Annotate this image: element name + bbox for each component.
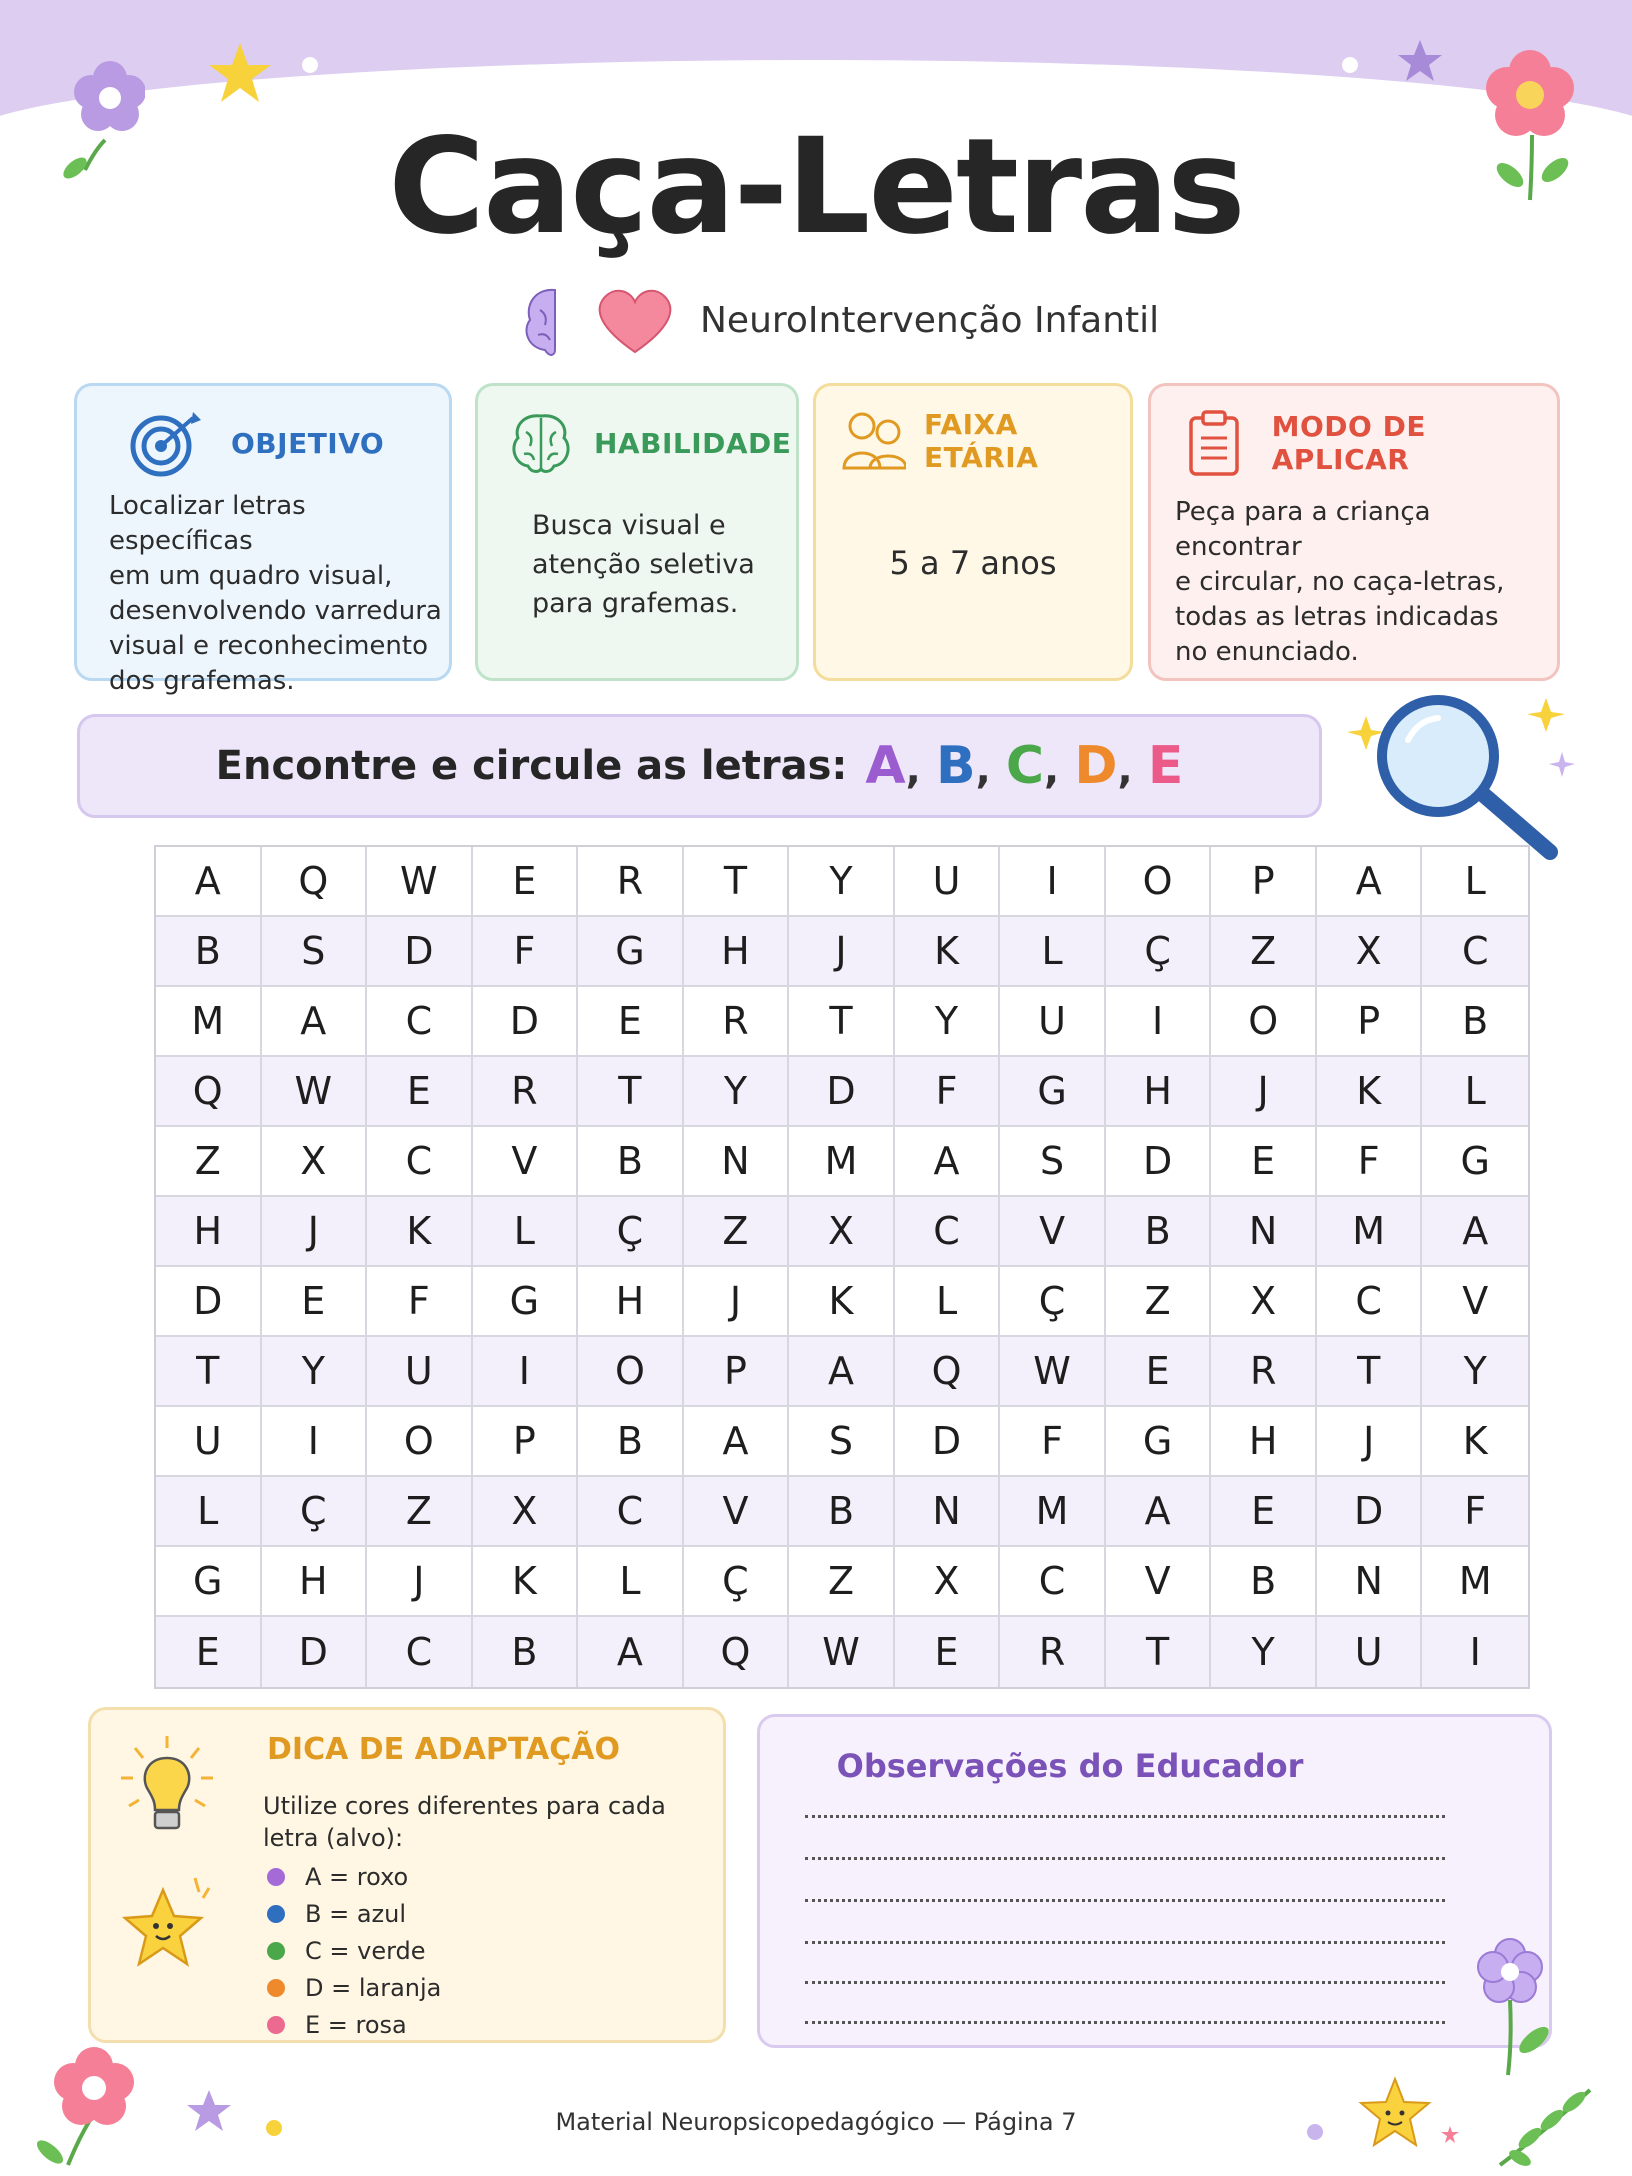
grid-cell[interactable]: C xyxy=(1422,917,1528,987)
grid-cell[interactable]: O xyxy=(367,1407,473,1477)
card-text-line: e circular, no caça-letras, xyxy=(1175,567,1505,597)
grid-cell[interactable]: T xyxy=(789,987,895,1057)
grid-cell[interactable]: Z xyxy=(367,1477,473,1547)
star-icon xyxy=(1395,38,1445,83)
grid-cell[interactable]: O xyxy=(1106,847,1212,917)
grid-cell[interactable]: D xyxy=(789,1057,895,1127)
color-dot xyxy=(267,1979,285,1997)
grid-cell[interactable]: X xyxy=(262,1127,368,1197)
grid-cell[interactable]: W xyxy=(789,1617,895,1687)
grid-cell[interactable]: C xyxy=(1317,1267,1423,1337)
tip-title: DICA DE ADAPTAÇÃO xyxy=(267,1732,620,1767)
grid-cell[interactable]: B xyxy=(1211,1547,1317,1617)
target-icon xyxy=(127,408,207,478)
grid-cell[interactable]: G xyxy=(473,1267,579,1337)
grid-cell[interactable]: C xyxy=(367,1617,473,1687)
card-faixa-etaria xyxy=(813,383,1133,681)
grid-cell[interactable]: Z xyxy=(1106,1267,1212,1337)
grid-cell[interactable]: A xyxy=(1317,847,1423,917)
grid-cell[interactable]: I xyxy=(262,1407,368,1477)
grid-cell[interactable]: A xyxy=(578,1617,684,1687)
grid-cell[interactable]: G xyxy=(1422,1127,1528,1197)
star-icon xyxy=(205,40,275,105)
card-title: HABILIDADE xyxy=(594,426,792,460)
grid-cell[interactable]: B xyxy=(1422,987,1528,1057)
grid-cell[interactable]: L xyxy=(578,1547,684,1617)
legend-item xyxy=(267,1858,441,1895)
grid-cell[interactable]: N xyxy=(1211,1197,1317,1267)
grid-cell[interactable]: X xyxy=(473,1477,579,1547)
grid-cell[interactable]: V xyxy=(1106,1547,1212,1617)
grid-cell[interactable]: D xyxy=(262,1617,368,1687)
color-dot xyxy=(267,1905,285,1923)
grid-cell[interactable]: M xyxy=(1317,1197,1423,1267)
grid-cell[interactable]: L xyxy=(1422,1057,1528,1127)
grid-cell[interactable]: U xyxy=(1000,987,1106,1057)
grid-cell[interactable]: X xyxy=(895,1547,1001,1617)
legend-label: A = roxo xyxy=(305,1862,409,1891)
grid-cell[interactable]: Q xyxy=(895,1337,1001,1407)
grid-cell[interactable]: G xyxy=(1000,1057,1106,1127)
target-letter-e: E xyxy=(1147,736,1184,796)
grid-cell[interactable]: D xyxy=(1317,1477,1423,1547)
grid-cell[interactable]: M xyxy=(156,987,262,1057)
grid-cell[interactable]: U xyxy=(367,1337,473,1407)
subtitle: NeuroIntervenção Infantil xyxy=(700,299,1160,341)
writing-line[interactable] xyxy=(805,2021,1445,2024)
grid-cell[interactable]: K xyxy=(367,1197,473,1267)
grid-cell[interactable]: H xyxy=(262,1547,368,1617)
grid-cell[interactable]: M xyxy=(789,1127,895,1197)
grid-cell[interactable]: K xyxy=(1422,1407,1528,1477)
grid-cell[interactable]: A xyxy=(262,987,368,1057)
grid-cell[interactable]: W xyxy=(262,1057,368,1127)
grid-cell[interactable]: D xyxy=(895,1407,1001,1477)
grid-cell[interactable]: K xyxy=(1317,1057,1423,1127)
grid-cell[interactable]: T xyxy=(156,1337,262,1407)
grid-cell[interactable]: Ç xyxy=(262,1477,368,1547)
grid-cell[interactable]: Ç xyxy=(684,1547,790,1617)
grid-cell[interactable]: G xyxy=(156,1547,262,1617)
grid-cell[interactable]: T xyxy=(1317,1337,1423,1407)
grid-cell[interactable]: Y xyxy=(684,1057,790,1127)
brain-icon xyxy=(520,280,590,360)
target-letters: A, B, C, D, E xyxy=(865,736,1184,796)
smiling-star-icon xyxy=(117,1870,217,1980)
card-text-line: Busca visual e xyxy=(532,510,726,541)
grid-cell[interactable]: B xyxy=(789,1477,895,1547)
legend-item xyxy=(267,1969,441,2006)
grid-cell[interactable]: C xyxy=(367,987,473,1057)
grid-cell[interactable]: S xyxy=(789,1407,895,1477)
grid-cell[interactable]: C xyxy=(578,1477,684,1547)
grid-cell[interactable]: N xyxy=(1317,1547,1423,1617)
grid-cell[interactable]: R xyxy=(684,987,790,1057)
target-letter-c: C xyxy=(1005,736,1045,796)
grid-cell[interactable]: Ç xyxy=(1106,917,1212,987)
grid-cell[interactable]: L xyxy=(156,1477,262,1547)
grid-cell[interactable]: Y xyxy=(1422,1337,1528,1407)
grid-cell[interactable]: Z xyxy=(156,1127,262,1197)
card-text-line: no enunciado. xyxy=(1175,637,1359,667)
grid-cell[interactable]: P xyxy=(1317,987,1423,1057)
color-dot xyxy=(267,1942,285,1960)
grid-cell[interactable]: C xyxy=(1000,1547,1106,1617)
writing-line[interactable] xyxy=(805,1981,1445,1984)
letter-grid xyxy=(154,845,1530,1689)
color-legend xyxy=(267,1858,441,2043)
grid-cell[interactable]: E xyxy=(156,1617,262,1687)
grid-cell[interactable]: E xyxy=(1211,1127,1317,1197)
grid-cell[interactable]: F xyxy=(1317,1127,1423,1197)
card-text-line: Peça para a criança encontrar xyxy=(1175,497,1431,562)
grid-cell[interactable]: N xyxy=(895,1477,1001,1547)
grid-cell[interactable]: T xyxy=(1106,1617,1212,1687)
card-text-line: atenção seletiva xyxy=(532,549,755,580)
grid-cell[interactable]: Q xyxy=(156,1057,262,1127)
observations-box xyxy=(757,1714,1552,2048)
grid-cell[interactable]: C xyxy=(895,1197,1001,1267)
lightbulb-icon xyxy=(117,1734,217,1844)
grid-cell[interactable]: G xyxy=(1106,1407,1212,1477)
card-text-line: todas as letras indicadas xyxy=(1175,602,1499,632)
card-text-line: desenvolvendo varredura xyxy=(109,596,442,626)
writing-line[interactable] xyxy=(805,1857,1445,1860)
grid-cell[interactable]: J xyxy=(1317,1407,1423,1477)
grid-cell[interactable]: Y xyxy=(1211,1617,1317,1687)
heart-icon xyxy=(590,280,680,360)
grid-cell[interactable]: D xyxy=(156,1267,262,1337)
legend-label: D = laranja xyxy=(305,1973,442,2002)
page-title: Caça-Letras xyxy=(388,110,1244,264)
color-dot xyxy=(267,1868,285,1886)
grid-cell[interactable]: Z xyxy=(684,1197,790,1267)
grid-cell[interactable]: Z xyxy=(789,1547,895,1617)
dot-icon xyxy=(1340,55,1360,75)
grid-cell[interactable]: U xyxy=(156,1407,262,1477)
grid-cell[interactable]: F xyxy=(1422,1477,1528,1547)
target-letter-b: B xyxy=(935,736,976,796)
grid-cell[interactable]: S xyxy=(1000,1127,1106,1197)
grid-cell[interactable]: P xyxy=(473,1407,579,1477)
grid-cell[interactable]: Ç xyxy=(1000,1267,1106,1337)
grid-cell[interactable]: Q xyxy=(262,847,368,917)
grid-cell[interactable]: H xyxy=(156,1197,262,1267)
flower-bottom-left-icon xyxy=(28,2040,148,2170)
grid-cell[interactable]: H xyxy=(578,1267,684,1337)
target-letter-d: D xyxy=(1074,736,1118,796)
grid-cell[interactable]: F xyxy=(1000,1407,1106,1477)
grid-cell[interactable]: P xyxy=(1211,847,1317,917)
grid-cell[interactable]: E xyxy=(895,1617,1001,1687)
grid-cell[interactable]: O xyxy=(578,1337,684,1407)
grid-cell[interactable]: E xyxy=(1106,1337,1212,1407)
legend-label: E = rosa xyxy=(305,2010,407,2039)
grid-cell[interactable]: K xyxy=(789,1267,895,1337)
grid-cell[interactable]: Z xyxy=(1211,917,1317,987)
grid-cell[interactable]: I xyxy=(1106,987,1212,1057)
grid-cell[interactable]: E xyxy=(367,1057,473,1127)
grid-cell[interactable]: D xyxy=(473,987,579,1057)
grid-cell[interactable]: L xyxy=(1422,847,1528,917)
grid-cell[interactable]: J xyxy=(367,1547,473,1617)
grid-cell[interactable]: X xyxy=(789,1197,895,1267)
grid-cell[interactable]: E xyxy=(262,1267,368,1337)
grid-cell[interactable]: T xyxy=(684,847,790,917)
grid-cell[interactable]: A xyxy=(789,1337,895,1407)
grid-cell[interactable]: A xyxy=(1422,1197,1528,1267)
grid-cell[interactable]: E xyxy=(473,847,579,917)
grid-cell[interactable]: L xyxy=(473,1197,579,1267)
brain-outline-icon xyxy=(506,408,576,478)
writing-line[interactable] xyxy=(805,1815,1445,1818)
grid-cell[interactable]: F xyxy=(367,1267,473,1337)
grid-cell[interactable]: L xyxy=(895,1267,1001,1337)
grid-cell[interactable]: R xyxy=(1000,1617,1106,1687)
grid-cell[interactable]: W xyxy=(1000,1337,1106,1407)
writing-line[interactable] xyxy=(805,1941,1445,1944)
legend-label: B = azul xyxy=(305,1899,407,1928)
grid-cell[interactable]: H xyxy=(1211,1407,1317,1477)
grid-cell[interactable]: X xyxy=(1211,1267,1317,1337)
age-range: 5 a 7 anos xyxy=(889,544,1057,582)
grid-cell[interactable]: A xyxy=(156,847,262,917)
clipboard-icon xyxy=(1185,408,1242,478)
target-letter-a: A xyxy=(865,736,906,796)
magnifier-icon xyxy=(1338,690,1578,870)
card-title: FAIXA ETÁRIA xyxy=(924,408,1039,474)
grid-cell[interactable]: V xyxy=(1422,1267,1528,1337)
grid-cell[interactable]: K xyxy=(895,917,1001,987)
legend-label: C = verde xyxy=(305,1936,426,1965)
grid-cell[interactable]: M xyxy=(1000,1477,1106,1547)
grid-cell[interactable]: O xyxy=(1211,987,1317,1057)
grid-cell[interactable]: Y xyxy=(789,847,895,917)
grid-cell[interactable]: F xyxy=(895,1057,1001,1127)
tip-text: Utilize cores diferentes para cada letra (alvo): xyxy=(263,1792,666,1852)
card-text-line: visual e reconhecimento xyxy=(109,631,429,661)
grid-cell[interactable]: T xyxy=(578,1057,684,1127)
grid-cell[interactable]: B xyxy=(473,1617,579,1687)
grid-cell[interactable]: V xyxy=(684,1477,790,1547)
grid-cell[interactable]: D xyxy=(367,917,473,987)
grid-cell[interactable]: K xyxy=(473,1547,579,1617)
legend-item xyxy=(267,1932,441,1969)
card-text-line: dos grafemas. xyxy=(109,666,295,696)
grid-cell[interactable]: V xyxy=(473,1127,579,1197)
grid-cell[interactable]: A xyxy=(684,1407,790,1477)
grid-cell[interactable]: J xyxy=(684,1267,790,1337)
card-objetivo xyxy=(74,383,452,696)
grid-cell[interactable]: A xyxy=(1106,1477,1212,1547)
writing-line[interactable] xyxy=(805,1899,1445,1902)
grid-cell[interactable]: H xyxy=(684,917,790,987)
card-text-line: Localizar letras específicas xyxy=(109,491,306,556)
card-habilidade xyxy=(475,383,799,681)
card-text-line: em um quadro visual, xyxy=(109,561,393,591)
grid-cell[interactable]: B xyxy=(578,1127,684,1197)
grid-cell[interactable]: M xyxy=(1422,1547,1528,1617)
grid-cell[interactable]: J xyxy=(262,1197,368,1267)
grid-cell[interactable]: I xyxy=(1422,1617,1528,1687)
observations-title: Observações do Educador xyxy=(836,1747,1304,1785)
grid-cell[interactable]: W xyxy=(367,847,473,917)
dot-icon xyxy=(300,55,320,75)
grid-cell[interactable]: Ç xyxy=(578,1197,684,1267)
color-dot xyxy=(267,2016,285,2034)
instruction-text: Encontre e circule as letras: xyxy=(215,743,848,789)
card-text-line: para grafemas. xyxy=(532,588,739,619)
grid-cell[interactable]: J xyxy=(789,917,895,987)
grid-cell[interactable]: N xyxy=(684,1127,790,1197)
grid-cell[interactable]: J xyxy=(1211,1057,1317,1127)
grid-cell[interactable]: R xyxy=(473,1057,579,1127)
card-title: OBJETIVO xyxy=(231,426,385,460)
grid-cell[interactable]: Q xyxy=(684,1617,790,1687)
grid-cell[interactable]: L xyxy=(1000,917,1106,987)
legend-item xyxy=(267,1895,441,1932)
card-modo-aplicar xyxy=(1148,383,1560,681)
children-icon xyxy=(840,408,906,474)
grid-cell[interactable]: C xyxy=(367,1127,473,1197)
grid-cell[interactable]: R xyxy=(1211,1337,1317,1407)
grid-cell[interactable]: U xyxy=(895,847,1001,917)
legend-item xyxy=(267,2006,441,2043)
grid-cell[interactable]: F xyxy=(473,917,579,987)
grid-cell[interactable]: E xyxy=(1211,1477,1317,1547)
grid-cell[interactable]: D xyxy=(1106,1127,1212,1197)
grid-cell[interactable]: I xyxy=(1000,847,1106,917)
grid-cell[interactable]: H xyxy=(1106,1057,1212,1127)
subtitle-row xyxy=(520,270,1220,370)
grid-cell[interactable]: U xyxy=(1317,1617,1423,1687)
grid-cell[interactable]: B xyxy=(156,917,262,987)
grid-cell[interactable]: E xyxy=(578,987,684,1057)
tip-box xyxy=(88,1707,726,2043)
grid-cell[interactable]: A xyxy=(895,1127,1001,1197)
grid-cell[interactable]: R xyxy=(578,847,684,917)
grid-cell[interactable]: G xyxy=(578,917,684,987)
grid-cell[interactable]: B xyxy=(1106,1197,1212,1267)
footer-text: Material Neuropsicopedagógico — Página 7 xyxy=(555,2108,1077,2136)
flower-bottom-right-icon xyxy=(1460,1930,1570,2080)
grid-cell[interactable]: P xyxy=(684,1337,790,1407)
grid-cell[interactable]: X xyxy=(1317,917,1423,987)
grid-cell[interactable]: I xyxy=(473,1337,579,1407)
instruction-banner xyxy=(77,714,1322,818)
grid-cell[interactable]: V xyxy=(1000,1197,1106,1267)
card-title: MODO DE APLICAR xyxy=(1271,410,1426,476)
grid-cell[interactable]: Y xyxy=(262,1337,368,1407)
grid-cell[interactable]: S xyxy=(262,917,368,987)
grid-cell[interactable]: B xyxy=(578,1407,684,1477)
grid-cell[interactable]: Y xyxy=(895,987,1001,1057)
